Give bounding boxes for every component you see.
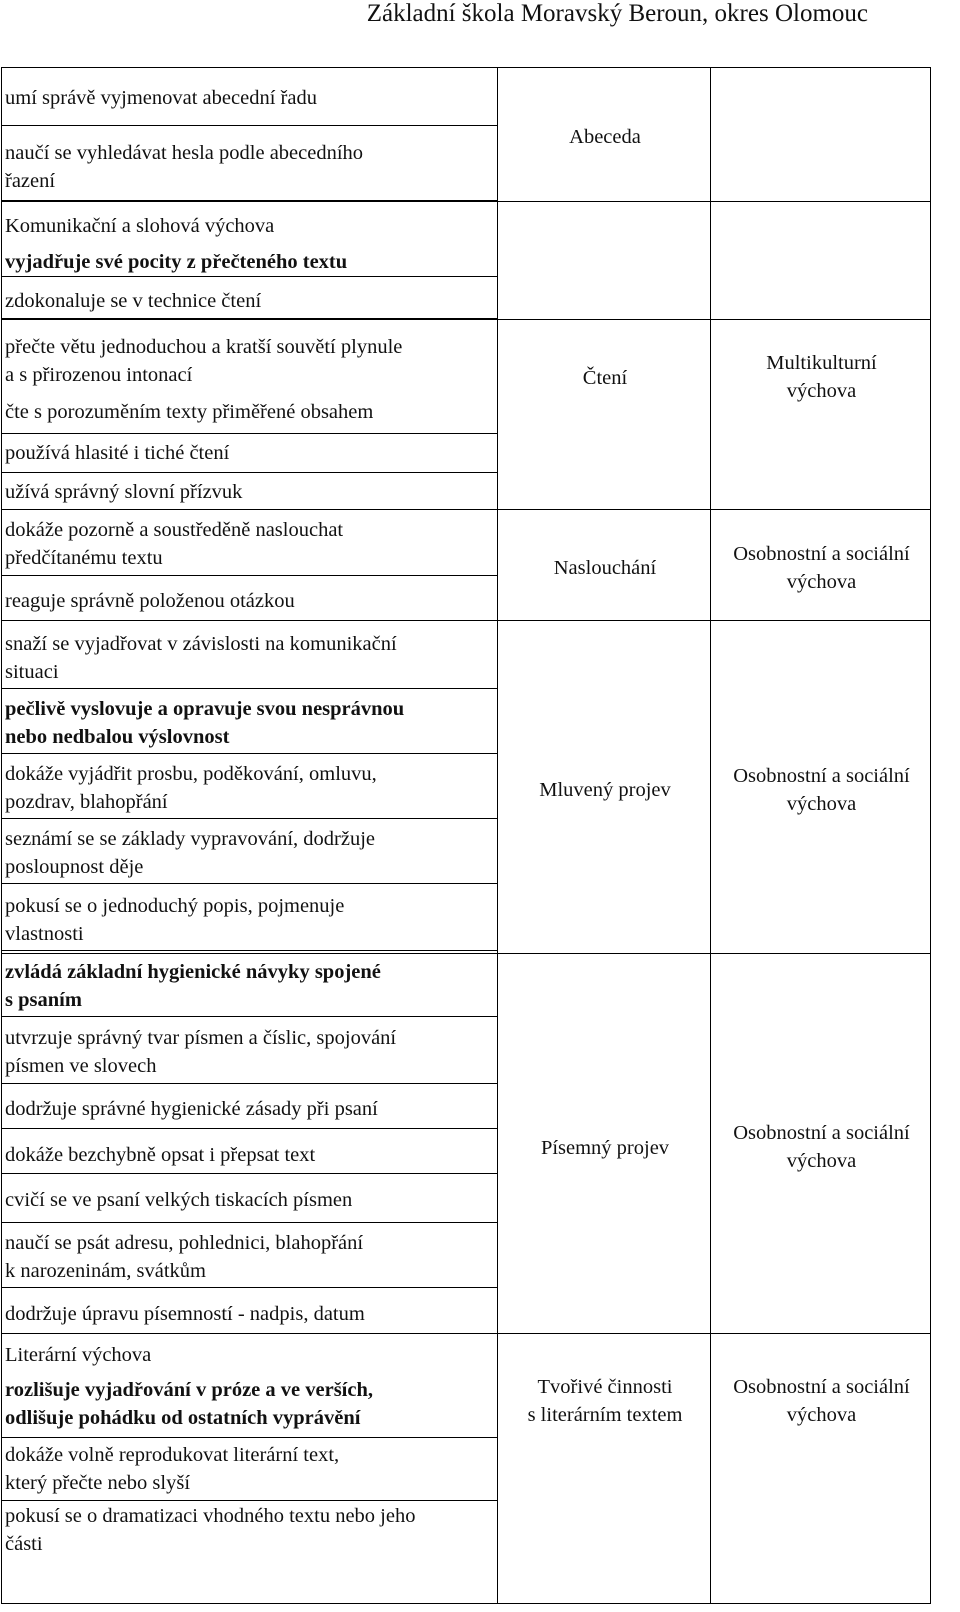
learning-goal [5,892,497,948]
learning-goal [5,1095,497,1123]
row-divider [1,818,497,819]
learning-goal-text: situaci [5,661,59,683]
topic-cell-text: Naslouchání [553,557,657,579]
topic-cell-text: Mluvený projev [539,779,671,801]
learning-goal-text: pokusí se o jednoduchý popis, pojmenuje [5,895,345,917]
learning-goal-text: předčítanému textu [5,547,163,569]
learning-goal-text: dokáže bezchybně opsat i přepsat text [5,1144,316,1166]
topic-cell [500,1134,710,1162]
learning-goal-text: odlišuje pohádku od ostatních vyprávění [5,1407,361,1429]
topic-cell-text: Písemný projev [540,1137,670,1159]
topic-cell-text: Abeceda [569,126,641,148]
topic-cell [500,123,710,151]
learning-goal-text: rozlišuje vyjadřování v próze a ve verších, [5,1379,373,1401]
cross-theme-cell-text: Multikulturní [766,352,877,374]
row-divider [1,472,497,473]
learning-goal-text: pokusí se o dramatizaci vhodného textu nebo jeho [5,1505,416,1527]
section-divider [1,953,931,954]
learning-goal-text: nebo nedbalou výslovnost [5,726,230,748]
learning-goal-text: vlastnosti [5,923,84,945]
learning-goal [5,212,497,240]
learning-goal [5,825,497,881]
learning-goal-text: naučí se psát adresu, pohlednici, blahopřání [5,1232,364,1254]
learning-goal-text: posloupnost děje [5,856,144,878]
learning-goal [5,760,497,816]
learning-goal-text: umí správě vyjmenovat abecední řadu [5,87,317,109]
learning-goal-text: používá hlasité i tiché čtení [5,442,230,464]
learning-goal [5,439,497,467]
row-divider [1,753,497,754]
learning-goal-text: dodržuje úpravu písemností - nadpis, datum [5,1303,365,1325]
cross-theme-cell-text: Osobnostní a sociální [733,1122,910,1144]
row-divider [1,125,497,126]
learning-goal [5,587,497,615]
learning-goal-text: přečte větu jednoduchou a kratší souvětí plynule [5,336,403,358]
row-divider [1,1083,497,1084]
learning-goal-text: zvládá základní hygienické návyky spojené [5,961,381,983]
learning-goal-text: snaží se vyjadřovat v závislosti na komunikační [5,633,397,655]
learning-goal [5,333,497,389]
learning-goal [5,1441,497,1497]
learning-goal [5,1376,497,1432]
learning-goal-text: pozdrav, blahopřání [5,791,168,813]
school-header: Základní škola Moravský Beroun, okres Olomouc [366,0,868,27]
row-divider [1,1437,497,1438]
row-divider [1,1500,497,1501]
learning-goal-text: písmen ve slovech [5,1055,157,1077]
learning-goal [5,287,497,315]
row-divider [1,1016,497,1017]
learning-goal-text: vyjadřuje své pocity z přečteného textu [5,251,348,273]
learning-goal [5,248,497,276]
row-divider [1,433,497,434]
learning-goal [5,630,497,686]
learning-goal [5,958,497,1014]
learning-goal [5,1024,497,1080]
row-divider [1,1128,497,1129]
learning-goal-text: dokáže volně reprodukovat literární text, [5,1444,340,1466]
learning-goal [5,1502,497,1558]
cross-theme-cell [712,540,931,596]
row-divider [1,575,497,576]
learning-goal [5,478,497,506]
cross-theme-cell-text: výchova [786,380,857,402]
topic-cell-text: Čtení [582,367,628,389]
cross-theme-cell [712,1373,931,1429]
cross-theme-cell [712,1119,931,1175]
row-divider [1,1287,497,1288]
topic-cell-text: Tvořivé činnosti [537,1376,673,1398]
cross-theme-cell-text: výchova [786,1150,857,1172]
learning-goal [5,84,497,112]
learning-goal-text: dokáže vyjádřit prosbu, poděkování, omluvu, [5,763,377,785]
learning-goal-text: cvičí se ve psaní velkých tiskacích písmen [5,1189,353,1211]
learning-goal-text: dodržuje správné hygienické zásady při psaní [5,1098,378,1120]
learning-goal-text: zdokonaluje se v technice čtení [5,290,262,312]
row-divider [1,1222,497,1223]
learning-goal [5,1300,497,1328]
row-divider [1,883,497,884]
learning-goal-text: seznámí se se základy vypravování, dodržuje [5,828,376,850]
learning-goal-text: pečlivě vyslovuje a opravuje svou nesprávnou [5,698,405,720]
learning-goal [5,1186,497,1214]
learning-goal-text: Literární výchova [5,1344,152,1366]
cross-theme-cell-text: Osobnostní a sociální [733,543,910,565]
topic-cell [500,554,710,582]
row-divider [1,950,497,951]
section-divider [1,1333,931,1334]
section-divider [1,509,931,510]
learning-goal-text: čte s porozuměním texty přiměřené obsahem [5,401,374,423]
learning-goal-text: části [5,1533,43,1555]
learning-goal-text: řazení [5,170,56,192]
column-divider-goals [497,67,498,1604]
row-divider [1,688,497,689]
learning-goal [5,695,497,751]
topic-cell [500,364,710,392]
learning-goal [5,1229,497,1285]
cross-theme-cell [712,349,931,405]
learning-goal-text: Komunikační a slohová výchova [5,215,275,237]
cross-theme-cell-text: výchova [786,793,857,815]
column-divider-topics [710,67,711,1604]
learning-goal-text: naučí se vyhledávat hesla podle abecedního [5,142,364,164]
section-divider [1,620,931,621]
learning-goal-text: s psaním [5,989,82,1011]
learning-goal-text: a s přirozenou intonací [5,364,193,386]
learning-goal [5,139,497,195]
row-divider [1,1173,497,1174]
learning-goal [5,1141,497,1169]
topic-cell [500,776,710,804]
learning-goal-text: dokáže pozorně a soustředěně naslouchat [5,519,344,541]
learning-goal-text: který přečte nebo slyší [5,1472,191,1494]
learning-goal [5,398,497,426]
cross-theme-cell-text: Osobnostní a sociální [733,1376,910,1398]
learning-goal-text: utvrzuje správný tvar písmen a číslic, spojování [5,1027,397,1049]
cross-theme-cell-text: Osobnostní a sociální [733,765,910,787]
topic-cell [500,1373,710,1429]
learning-goal-text: k narozeninám, svátkům [5,1260,206,1282]
topic-cell-text: s literárním textem [527,1404,683,1426]
row-divider [1,276,497,277]
learning-goal [5,516,497,572]
section-divider [1,319,931,320]
cross-theme-cell-text: výchova [786,571,857,593]
learning-goal-text: reaguje správně položenou otázkou [5,590,295,612]
cross-theme-cell-text: výchova [786,1404,857,1426]
learning-goal [5,1341,497,1369]
learning-goal-text: užívá správný slovní přízvuk [5,481,243,503]
cross-theme-cell [712,762,931,818]
section-divider [1,201,931,202]
